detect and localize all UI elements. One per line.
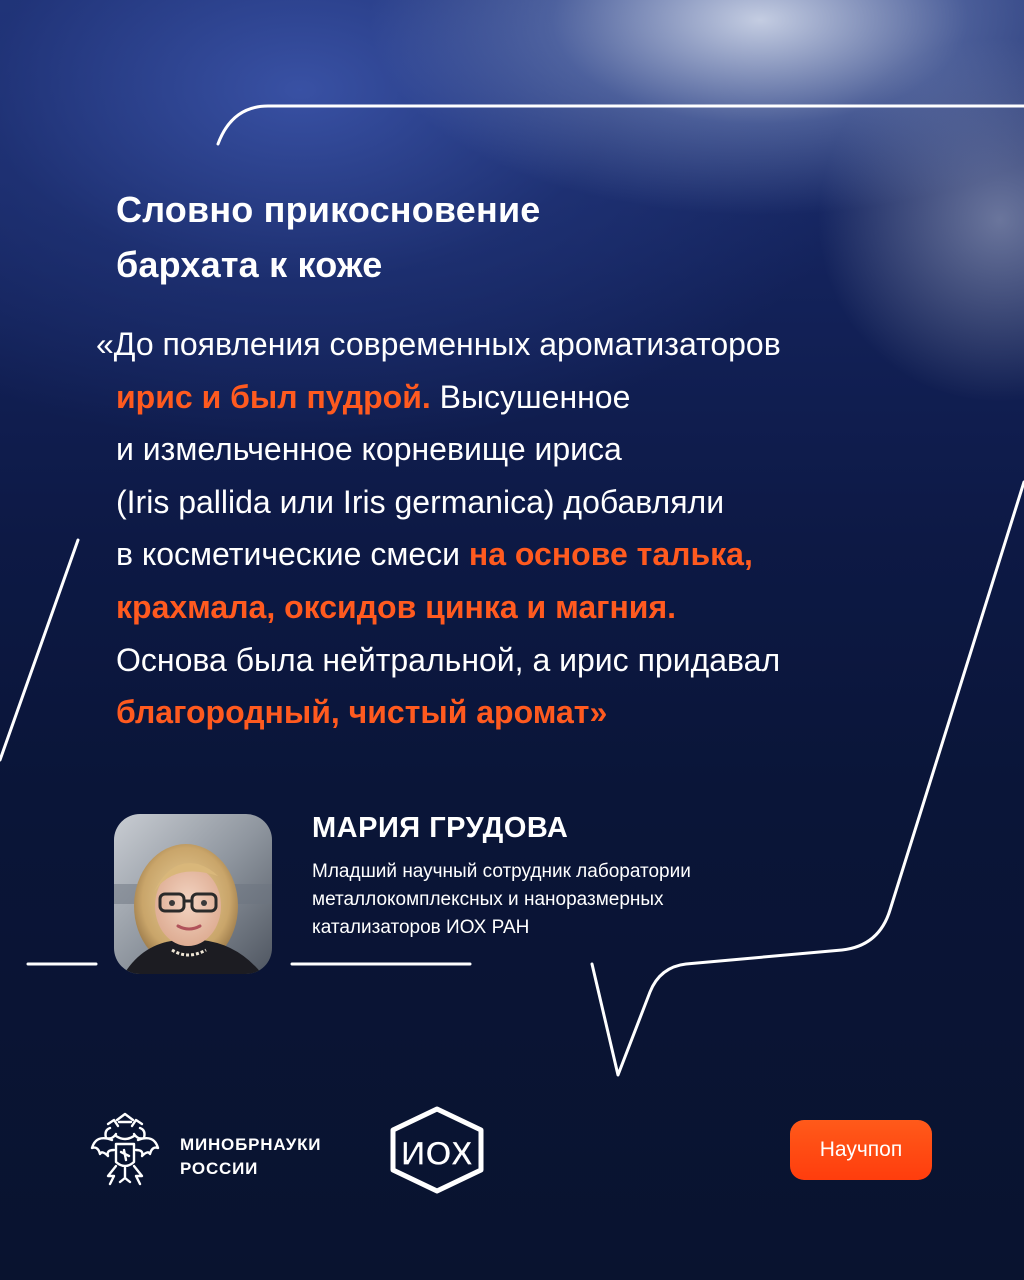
quote-highlight: благородный, чистый аромат»: [116, 694, 608, 731]
quote-line-4: [96, 476, 936, 529]
quote-line-8: [96, 686, 936, 739]
quote-text-fragment: Высушенное: [430, 378, 631, 415]
title-line-1: Словно прикосновение: [116, 189, 541, 230]
title-line-2: бархата к коже: [116, 244, 383, 285]
quote-line-2: [96, 371, 936, 424]
quote-text-fragment: «До появления современных ароматизаторов: [96, 326, 781, 362]
quote-text-fragment: Основа была нейтральной, а ирис придавал: [116, 641, 781, 678]
quote-highlight: на основе талька,: [468, 536, 753, 573]
author-role-line-1: Младший научный сотрудник лаборатории: [312, 861, 691, 882]
quote-line-1: [96, 318, 936, 371]
double-headed-eagle-icon: [88, 1110, 162, 1192]
author-role: [312, 858, 832, 942]
quote-text-fragment: и измельченное корневище ириса: [116, 431, 622, 468]
ioh-hexagon-logo-icon: [388, 1106, 486, 1194]
quote-line-6: [96, 581, 936, 634]
ministry-line-1: МИНОБРНАУКИ: [180, 1135, 322, 1154]
page-title: [116, 182, 816, 292]
author-role-line-2: металлокомплексных и наноразмерных: [312, 889, 664, 910]
quote-text-fragment: (Iris pallida или Iris germanica) добавляли: [116, 483, 725, 520]
ministry-line-2: РОССИИ: [180, 1159, 259, 1178]
quote-line-5: [96, 528, 936, 581]
quote-text-fragment: в косметические смеси: [116, 536, 469, 573]
quote-line-7: [96, 634, 936, 687]
quote-text: [96, 318, 936, 739]
author-name: МАРИЯ ГРУДОВА: [312, 812, 569, 844]
author-avatar: [114, 814, 272, 974]
quote-line-3: [96, 423, 936, 476]
author-role-line-3: катализаторов ИОХ РАН: [312, 917, 530, 938]
nauchpop-badge: Научпоп: [790, 1120, 932, 1180]
quote-highlight: крахмала, оксидов цинка и магния.: [116, 588, 677, 625]
ministry-name: [180, 1133, 321, 1181]
ioh-logo-text: ИОХ: [400, 1135, 474, 1173]
quote-highlight: ирис и был пудрой.: [116, 378, 431, 415]
